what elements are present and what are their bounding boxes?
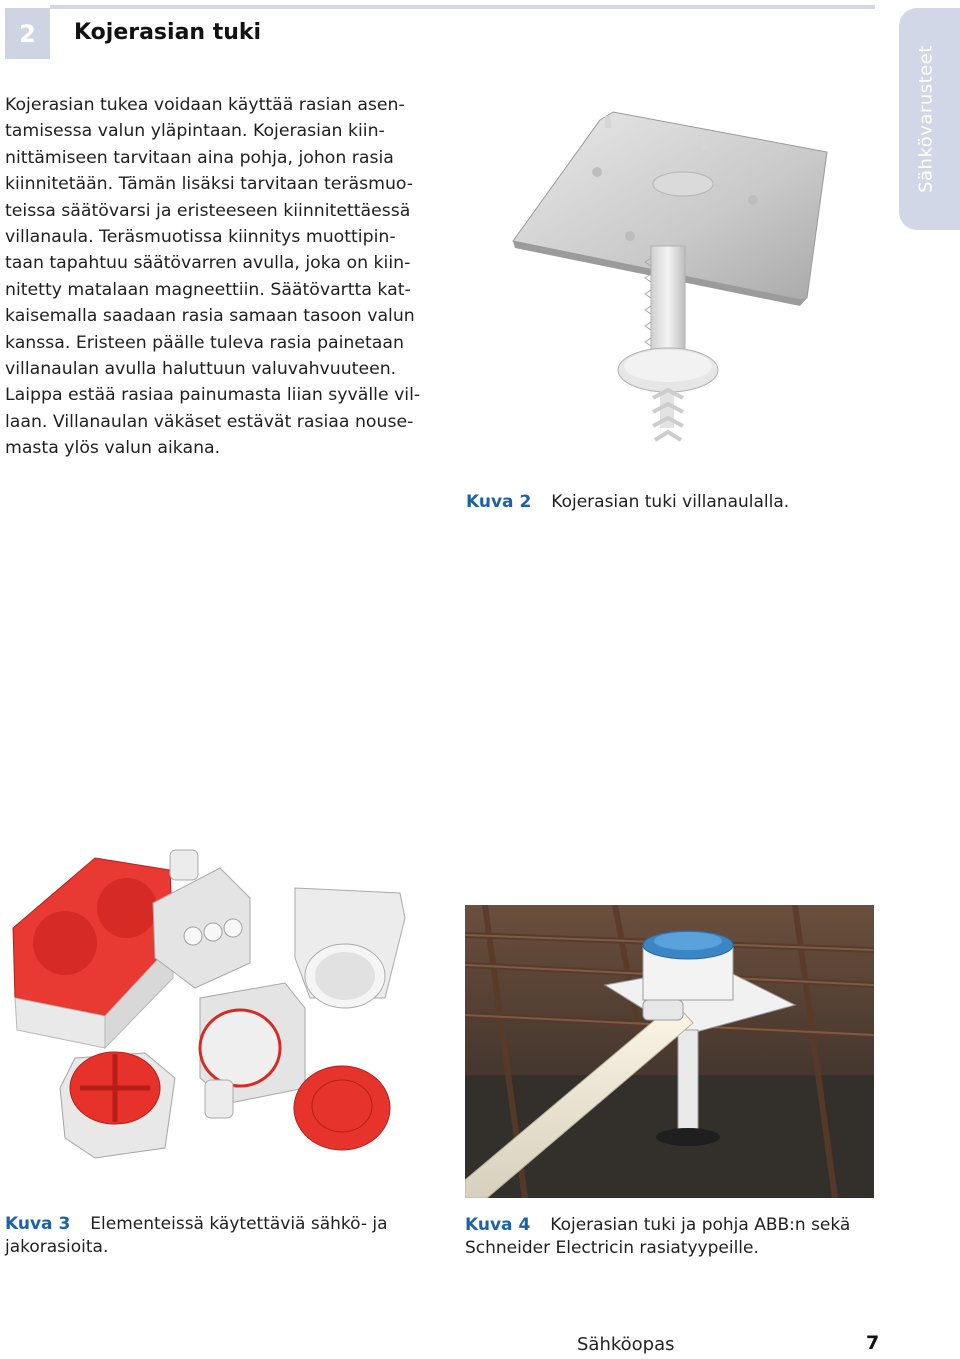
body-paragraph bbox=[5, 92, 423, 462]
body-line: kaisemalla saadaan rasia samaan tasoon valun bbox=[5, 306, 415, 327]
figure-2-caption bbox=[466, 491, 789, 514]
figure-support-on-rebar-photo bbox=[465, 905, 874, 1198]
body-line: teissa säätövarsi ja eristeeseen kiinnitettäessä bbox=[5, 200, 411, 221]
body-line: villanaulan avulla haluttuun valuvahvuuteen. bbox=[5, 359, 397, 380]
body-line: kanssa. Eristeen päälle tuleva rasia painetaan bbox=[5, 332, 404, 353]
body-line: Laippa estää rasiaa painumasta liian syvälle vil- bbox=[5, 385, 421, 406]
figure-3-text-1: Elementeissä käytettäviä sähkö- ja bbox=[90, 1214, 388, 1234]
figure-3-caption-line-1 bbox=[5, 1213, 425, 1236]
figure-3-caption bbox=[5, 1213, 425, 1259]
section-number: 2 bbox=[5, 8, 50, 59]
figure-3-text-2: jakorasioita. bbox=[5, 1237, 109, 1257]
side-tab-label: Sähkövarusteet bbox=[915, 45, 937, 193]
body-line: masta ylös valun aikana. bbox=[5, 438, 221, 459]
body-line: kiinnitetään. Tämän lisäksi tarvitaan teräsmuo- bbox=[5, 174, 414, 195]
body-line: taan tapahtuu säätövarren avulla, joka on kiin- bbox=[5, 253, 411, 274]
body-line: Kojerasian tukea voidaan käyttää rasian asen- bbox=[5, 95, 405, 115]
page-number: 7 bbox=[866, 1332, 880, 1354]
footer-title: Sähköopas bbox=[577, 1334, 675, 1355]
figure-4-label: Kuva 4 bbox=[465, 1215, 531, 1235]
figure-2-text: Kojerasian tuki villanaulalla. bbox=[551, 492, 790, 512]
figure-box-support-photo bbox=[505, 108, 835, 463]
body-line: villanaula. Teräsmuotissa kiinnitys muottipin- bbox=[5, 227, 396, 248]
body-line: laan. Villanaulan väkäset estävät rasiaa nouse- bbox=[5, 411, 414, 432]
figure-4-text-2: Schneider Electricin rasiatyypeille. bbox=[465, 1238, 759, 1258]
section-title: Kojerasian tuki bbox=[74, 20, 262, 45]
figure-3-label: Kuva 3 bbox=[5, 1214, 71, 1234]
top-rule bbox=[50, 5, 875, 9]
body-line: nittämiseen tarvitaan aina pohja, johon rasia bbox=[5, 147, 394, 168]
figure-4-caption bbox=[465, 1214, 895, 1260]
figure-2-label: Kuva 2 bbox=[466, 492, 532, 512]
figure-junction-boxes-photo bbox=[5, 848, 420, 1183]
figure-4-text-1: Kojerasian tuki ja pohja ABB:n sekä bbox=[550, 1215, 851, 1235]
body-line: nitetty matalaan magneettiin. Säätövartta kat- bbox=[5, 279, 411, 300]
body-line: tamisessa valun yläpintaan. Kojerasian kiin- bbox=[5, 121, 385, 142]
figure-4-caption-line-1 bbox=[465, 1214, 895, 1237]
